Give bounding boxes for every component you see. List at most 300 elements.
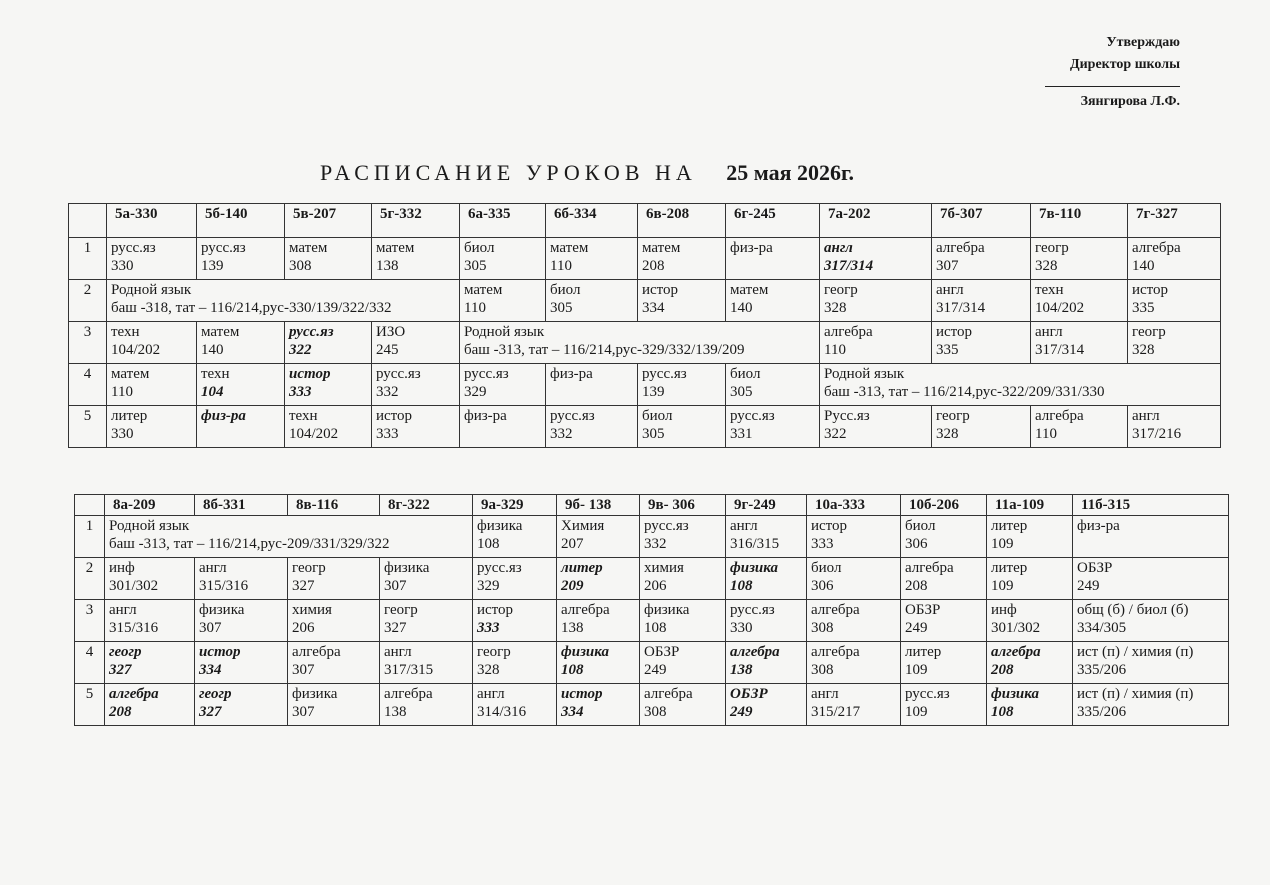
room: 335: [936, 342, 959, 358]
room: 109: [905, 662, 928, 678]
lesson-cell: [1073, 684, 1229, 726]
lesson-cell: [1031, 406, 1128, 448]
lesson-cell: [726, 600, 807, 642]
room: баш -313, тат – 116/214,рус-209/331/329/322: [109, 536, 390, 552]
lesson-cell: [640, 516, 726, 558]
room: 249: [644, 662, 667, 678]
subject: физ-ра: [550, 366, 593, 382]
class-header: 10а-333: [807, 495, 901, 516]
class-header: 6а-335: [460, 204, 546, 238]
subject: англ: [384, 644, 412, 660]
lesson-cell: [197, 364, 285, 406]
lesson-cell: [1073, 516, 1229, 558]
lesson-cell: [473, 600, 557, 642]
room: 308: [811, 620, 834, 636]
subject: истор: [936, 324, 973, 340]
room: 307: [936, 258, 959, 274]
subject: алгебра: [824, 324, 873, 340]
lesson-cell: [288, 558, 380, 600]
room: 108: [644, 620, 667, 636]
lesson-cell: [473, 642, 557, 684]
lesson-cell: [638, 238, 726, 280]
subject: геогр: [1035, 240, 1069, 256]
subject: ОБЗР: [644, 644, 680, 660]
subject: ОБЗР: [730, 686, 768, 702]
room: 317/315: [384, 662, 434, 678]
lesson-row: [69, 406, 1221, 448]
subject: биол: [464, 240, 495, 256]
class-header: 5а-330: [107, 204, 197, 238]
subject: Русс.яз: [824, 408, 870, 424]
subject: русс.яз: [289, 324, 334, 340]
subject: геогр: [109, 644, 142, 660]
lesson-number: 4: [75, 642, 105, 684]
lesson-cell: [901, 684, 987, 726]
class-header: 6г-245: [726, 204, 820, 238]
subject: биол: [730, 366, 761, 382]
lesson-cell: [726, 516, 807, 558]
class-header: 6в-208: [638, 204, 726, 238]
lesson-cell: [195, 642, 288, 684]
class-header: 9в- 306: [640, 495, 726, 516]
room: 307: [384, 578, 407, 594]
subject: англ: [1035, 324, 1063, 340]
room: 110: [824, 342, 846, 358]
room: 307: [292, 662, 315, 678]
room: 308: [811, 662, 834, 678]
lesson-row: [75, 516, 1229, 558]
room: 333: [289, 384, 312, 400]
class-header: 5г-332: [372, 204, 460, 238]
room: 249: [905, 620, 928, 636]
room: 104/202: [1035, 300, 1085, 316]
class-header: 7а-202: [820, 204, 932, 238]
lesson-cell: [107, 322, 197, 364]
room: 209: [561, 578, 584, 594]
merged-lesson-cell: [460, 322, 820, 364]
room: 327: [384, 620, 407, 636]
lesson-cell: [932, 280, 1031, 322]
subject: англ: [730, 518, 758, 534]
subject: алгебра: [1132, 240, 1181, 256]
lesson-cell: [987, 558, 1073, 600]
lesson-cell: [1128, 322, 1221, 364]
room: 108: [477, 536, 500, 552]
subject: алгебра: [936, 240, 985, 256]
room: 138: [561, 620, 584, 636]
room: 329: [464, 384, 487, 400]
lesson-cell: [1073, 642, 1229, 684]
class-header: 5б-140: [197, 204, 285, 238]
subject: истор: [1132, 282, 1169, 298]
subject: ист (п) / химия (п): [1077, 686, 1194, 702]
room: 322: [824, 426, 847, 442]
lesson-cell: [195, 600, 288, 642]
approval-block: [1045, 32, 1180, 113]
room: 330: [730, 620, 753, 636]
header-corner: [75, 495, 105, 516]
room: 305: [464, 258, 487, 274]
room: 315/217: [811, 704, 861, 720]
subject: алгебра: [1035, 408, 1084, 424]
lesson-cell: [197, 238, 285, 280]
room: 327: [199, 704, 222, 720]
schedule-table-5-7: [68, 203, 1221, 448]
subject: русс.яз: [201, 240, 246, 256]
subject: матем: [201, 324, 240, 340]
subject: физика: [991, 686, 1040, 702]
lesson-row: [69, 280, 1221, 322]
lesson-cell: [197, 406, 285, 448]
title-date: 25 мая 2026г.: [726, 160, 855, 185]
subject: алгебра: [561, 602, 610, 618]
room: 140: [201, 342, 224, 358]
room: 314/316: [477, 704, 527, 720]
subject: алгебра: [811, 602, 860, 618]
subject: литер: [991, 560, 1028, 576]
room: 317/314: [1035, 342, 1085, 358]
lesson-cell: [807, 642, 901, 684]
room: 138: [376, 258, 399, 274]
room: 327: [292, 578, 315, 594]
lesson-cell: [820, 322, 932, 364]
room: 333: [477, 620, 500, 636]
room: 109: [991, 536, 1014, 552]
lesson-row: [75, 558, 1229, 600]
subject: истор: [376, 408, 413, 424]
lesson-cell: [820, 406, 932, 448]
subject: ОБЗР: [905, 602, 941, 618]
lesson-cell: [640, 600, 726, 642]
lesson-cell: [288, 600, 380, 642]
room: 331: [730, 426, 753, 442]
room: 138: [384, 704, 407, 720]
subject: русс.яз: [642, 366, 687, 382]
subject: алгебра: [644, 686, 693, 702]
subject: истор: [477, 602, 514, 618]
lesson-cell: [460, 406, 546, 448]
room: 333: [376, 426, 399, 442]
subject: истор: [642, 282, 679, 298]
subject: биол: [905, 518, 936, 534]
lesson-cell: [372, 406, 460, 448]
subject: Родной язык: [111, 282, 192, 298]
room: 328: [477, 662, 500, 678]
subject: ОБЗР: [1077, 560, 1113, 576]
lesson-cell: [820, 280, 932, 322]
subject: биол: [550, 282, 581, 298]
director-name: Зянгирова Л.Ф.: [1080, 94, 1180, 109]
room: 308: [644, 704, 667, 720]
subject: русс.яз: [730, 408, 775, 424]
subject: физика: [384, 560, 430, 576]
lesson-cell: [987, 600, 1073, 642]
class-header: 8в-116: [288, 495, 380, 516]
class-header: 9б- 138: [557, 495, 640, 516]
lesson-cell: [638, 280, 726, 322]
lesson-cell: [285, 238, 372, 280]
subject: истор: [199, 644, 241, 660]
merged-lesson-cell: [107, 280, 460, 322]
lesson-cell: [197, 322, 285, 364]
subject: англ: [811, 686, 839, 702]
subject: алгебра: [991, 644, 1041, 660]
subject: Родной язык: [464, 324, 545, 340]
room: 335/206: [1077, 662, 1127, 678]
subject: матем: [111, 366, 150, 382]
room: 249: [1077, 578, 1100, 594]
room: 328: [1132, 342, 1155, 358]
subject: геогр: [1132, 324, 1166, 340]
lesson-cell: [1031, 238, 1128, 280]
room: 307: [199, 620, 222, 636]
room: 110: [1035, 426, 1057, 442]
lesson-cell: [473, 684, 557, 726]
lesson-cell: [640, 558, 726, 600]
room: баш -318, тат – 116/214,рус-330/139/322/332: [111, 300, 392, 316]
room: 206: [292, 620, 315, 636]
subject: истор: [289, 366, 331, 382]
subject: физика: [199, 602, 245, 618]
room: баш -313, тат – 116/214,рус-329/332/139/209: [464, 342, 745, 358]
lesson-number: 5: [69, 406, 107, 448]
lesson-cell: [107, 406, 197, 448]
subject: техн: [289, 408, 318, 424]
subject: англ: [1132, 408, 1160, 424]
lesson-row: [69, 238, 1221, 280]
subject: общ (б) / биол (б): [1077, 602, 1189, 618]
subject: физика: [292, 686, 338, 702]
room: 109: [905, 704, 928, 720]
lesson-cell: [288, 642, 380, 684]
subject: Химия: [561, 518, 605, 534]
lesson-cell: [288, 684, 380, 726]
room: 332: [644, 536, 667, 552]
lesson-cell: [807, 600, 901, 642]
lesson-cell: [107, 238, 197, 280]
subject: геогр: [477, 644, 511, 660]
lesson-cell: [932, 238, 1031, 280]
signature-line: [1045, 86, 1180, 87]
room: 249: [730, 704, 753, 720]
subject: русс.яз: [730, 602, 775, 618]
lesson-number: 3: [69, 322, 107, 364]
room: 315/316: [109, 620, 159, 636]
lesson-cell: [1128, 280, 1221, 322]
class-header: 8а-209: [105, 495, 195, 516]
room: 301/302: [109, 578, 159, 594]
lesson-number: 4: [69, 364, 107, 406]
subject: химия: [644, 560, 684, 576]
lesson-cell: [987, 642, 1073, 684]
merged-lesson-cell: [105, 516, 473, 558]
room: 334: [561, 704, 584, 720]
room: 328: [936, 426, 959, 442]
lesson-cell: [726, 280, 820, 322]
subject: биол: [811, 560, 842, 576]
subject: литер: [991, 518, 1028, 534]
subject: матем: [289, 240, 328, 256]
lesson-row: [69, 364, 1221, 406]
lesson-cell: [195, 558, 288, 600]
room: 305: [730, 384, 753, 400]
lesson-number: 3: [75, 600, 105, 642]
lesson-cell: [640, 642, 726, 684]
room: баш -313, тат – 116/214,рус-322/209/331/330: [824, 384, 1105, 400]
lesson-cell: [285, 364, 372, 406]
subject: русс.яз: [464, 366, 509, 382]
header-corner: [69, 204, 107, 238]
lesson-cell: [807, 558, 901, 600]
lesson-row: [69, 322, 1221, 364]
room: 317/216: [1132, 426, 1182, 442]
room: 327: [109, 662, 132, 678]
lesson-cell: [557, 516, 640, 558]
lesson-cell: [901, 600, 987, 642]
subject: истор: [561, 686, 603, 702]
subject: литер: [111, 408, 148, 424]
room: 245: [376, 342, 399, 358]
subject: англ: [109, 602, 137, 618]
room: 208: [642, 258, 665, 274]
room: 334/305: [1077, 620, 1127, 636]
lesson-cell: [638, 364, 726, 406]
class-header: 6б-334: [546, 204, 638, 238]
room: 139: [201, 258, 224, 274]
lesson-cell: [932, 322, 1031, 364]
subject: русс.яз: [644, 518, 689, 534]
subject: алгебра: [292, 644, 341, 660]
lesson-cell: [1031, 280, 1128, 322]
lesson-cell: [901, 642, 987, 684]
lesson-cell: [1073, 600, 1229, 642]
room: 110: [111, 384, 133, 400]
subject: физ-ра: [1077, 518, 1120, 534]
subject: литер: [905, 644, 942, 660]
lesson-cell: [932, 406, 1031, 448]
room: 208: [905, 578, 928, 594]
lesson-cell: [557, 642, 640, 684]
subject: матем: [730, 282, 769, 298]
room: 330: [111, 426, 134, 442]
subject: матем: [550, 240, 589, 256]
subject: геогр: [824, 282, 858, 298]
room: 139: [642, 384, 665, 400]
subject: алгебра: [905, 560, 954, 576]
room: 306: [811, 578, 834, 594]
subject: геогр: [199, 686, 232, 702]
lesson-cell: [807, 516, 901, 558]
room: 305: [550, 300, 573, 316]
lesson-row: [75, 642, 1229, 684]
subject: алгебра: [730, 644, 780, 660]
subject: русс.яз: [111, 240, 156, 256]
room: 104/202: [111, 342, 161, 358]
class-header: 8г-322: [380, 495, 473, 516]
room: 208: [991, 662, 1014, 678]
room: 335/206: [1077, 704, 1127, 720]
room: 138: [730, 662, 753, 678]
subject: матем: [642, 240, 681, 256]
subject: биол: [642, 408, 673, 424]
lesson-cell: [726, 642, 807, 684]
subject: ист (п) / химия (п): [1077, 644, 1194, 660]
lesson-cell: [546, 364, 638, 406]
lesson-cell: [901, 558, 987, 600]
class-header: 8б-331: [195, 495, 288, 516]
lesson-cell: [195, 684, 288, 726]
subject: техн: [1035, 282, 1064, 298]
header-row: [69, 204, 1221, 238]
lesson-cell: [105, 600, 195, 642]
room: 110: [550, 258, 572, 274]
lesson-cell: [285, 406, 372, 448]
room: 308: [289, 258, 312, 274]
room: 334: [642, 300, 665, 316]
subject: физ-ра: [464, 408, 507, 424]
lesson-cell: [546, 280, 638, 322]
subject: физика: [561, 644, 610, 660]
merged-lesson-cell: [820, 364, 1221, 406]
lesson-cell: [726, 406, 820, 448]
lesson-cell: [726, 684, 807, 726]
room: 140: [730, 300, 753, 316]
lesson-cell: [557, 600, 640, 642]
subject: англ: [477, 686, 505, 702]
lesson-cell: [285, 322, 372, 364]
lesson-row: [75, 600, 1229, 642]
lesson-cell: [460, 280, 546, 322]
room: 329: [477, 578, 500, 594]
lesson-row: [75, 684, 1229, 726]
room: 330: [111, 258, 134, 274]
lesson-cell: [807, 684, 901, 726]
lesson-cell: [557, 558, 640, 600]
lesson-cell: [473, 516, 557, 558]
subject: алгебра: [109, 686, 159, 702]
approval-position: Директор школы: [1069, 57, 1180, 72]
lesson-number: 2: [75, 558, 105, 600]
lesson-cell: [105, 558, 195, 600]
lesson-cell: [820, 238, 932, 280]
lesson-cell: [987, 516, 1073, 558]
subject: Родной язык: [824, 366, 905, 382]
subject: алгебра: [384, 686, 433, 702]
lesson-cell: [726, 558, 807, 600]
room: 109: [991, 578, 1014, 594]
subject: геогр: [292, 560, 326, 576]
subject: химия: [292, 602, 332, 618]
room: 328: [824, 300, 847, 316]
room: 316/315: [730, 536, 780, 552]
lesson-cell: [460, 238, 546, 280]
subject: физика: [477, 518, 523, 534]
class-header: 7б-307: [932, 204, 1031, 238]
room: 307: [292, 704, 315, 720]
lesson-cell: [726, 238, 820, 280]
lesson-cell: [380, 600, 473, 642]
lesson-cell: [546, 406, 638, 448]
lesson-cell: [901, 516, 987, 558]
room: 108: [991, 704, 1014, 720]
subject: русс.яз: [376, 366, 421, 382]
room: 206: [644, 578, 667, 594]
room: 104: [201, 384, 224, 400]
class-header: 9а-329: [473, 495, 557, 516]
subject: ИЗО: [376, 324, 406, 340]
room: 108: [730, 578, 753, 594]
title-text: РАСПИСАНИЕ УРОКОВ НА: [320, 160, 697, 185]
